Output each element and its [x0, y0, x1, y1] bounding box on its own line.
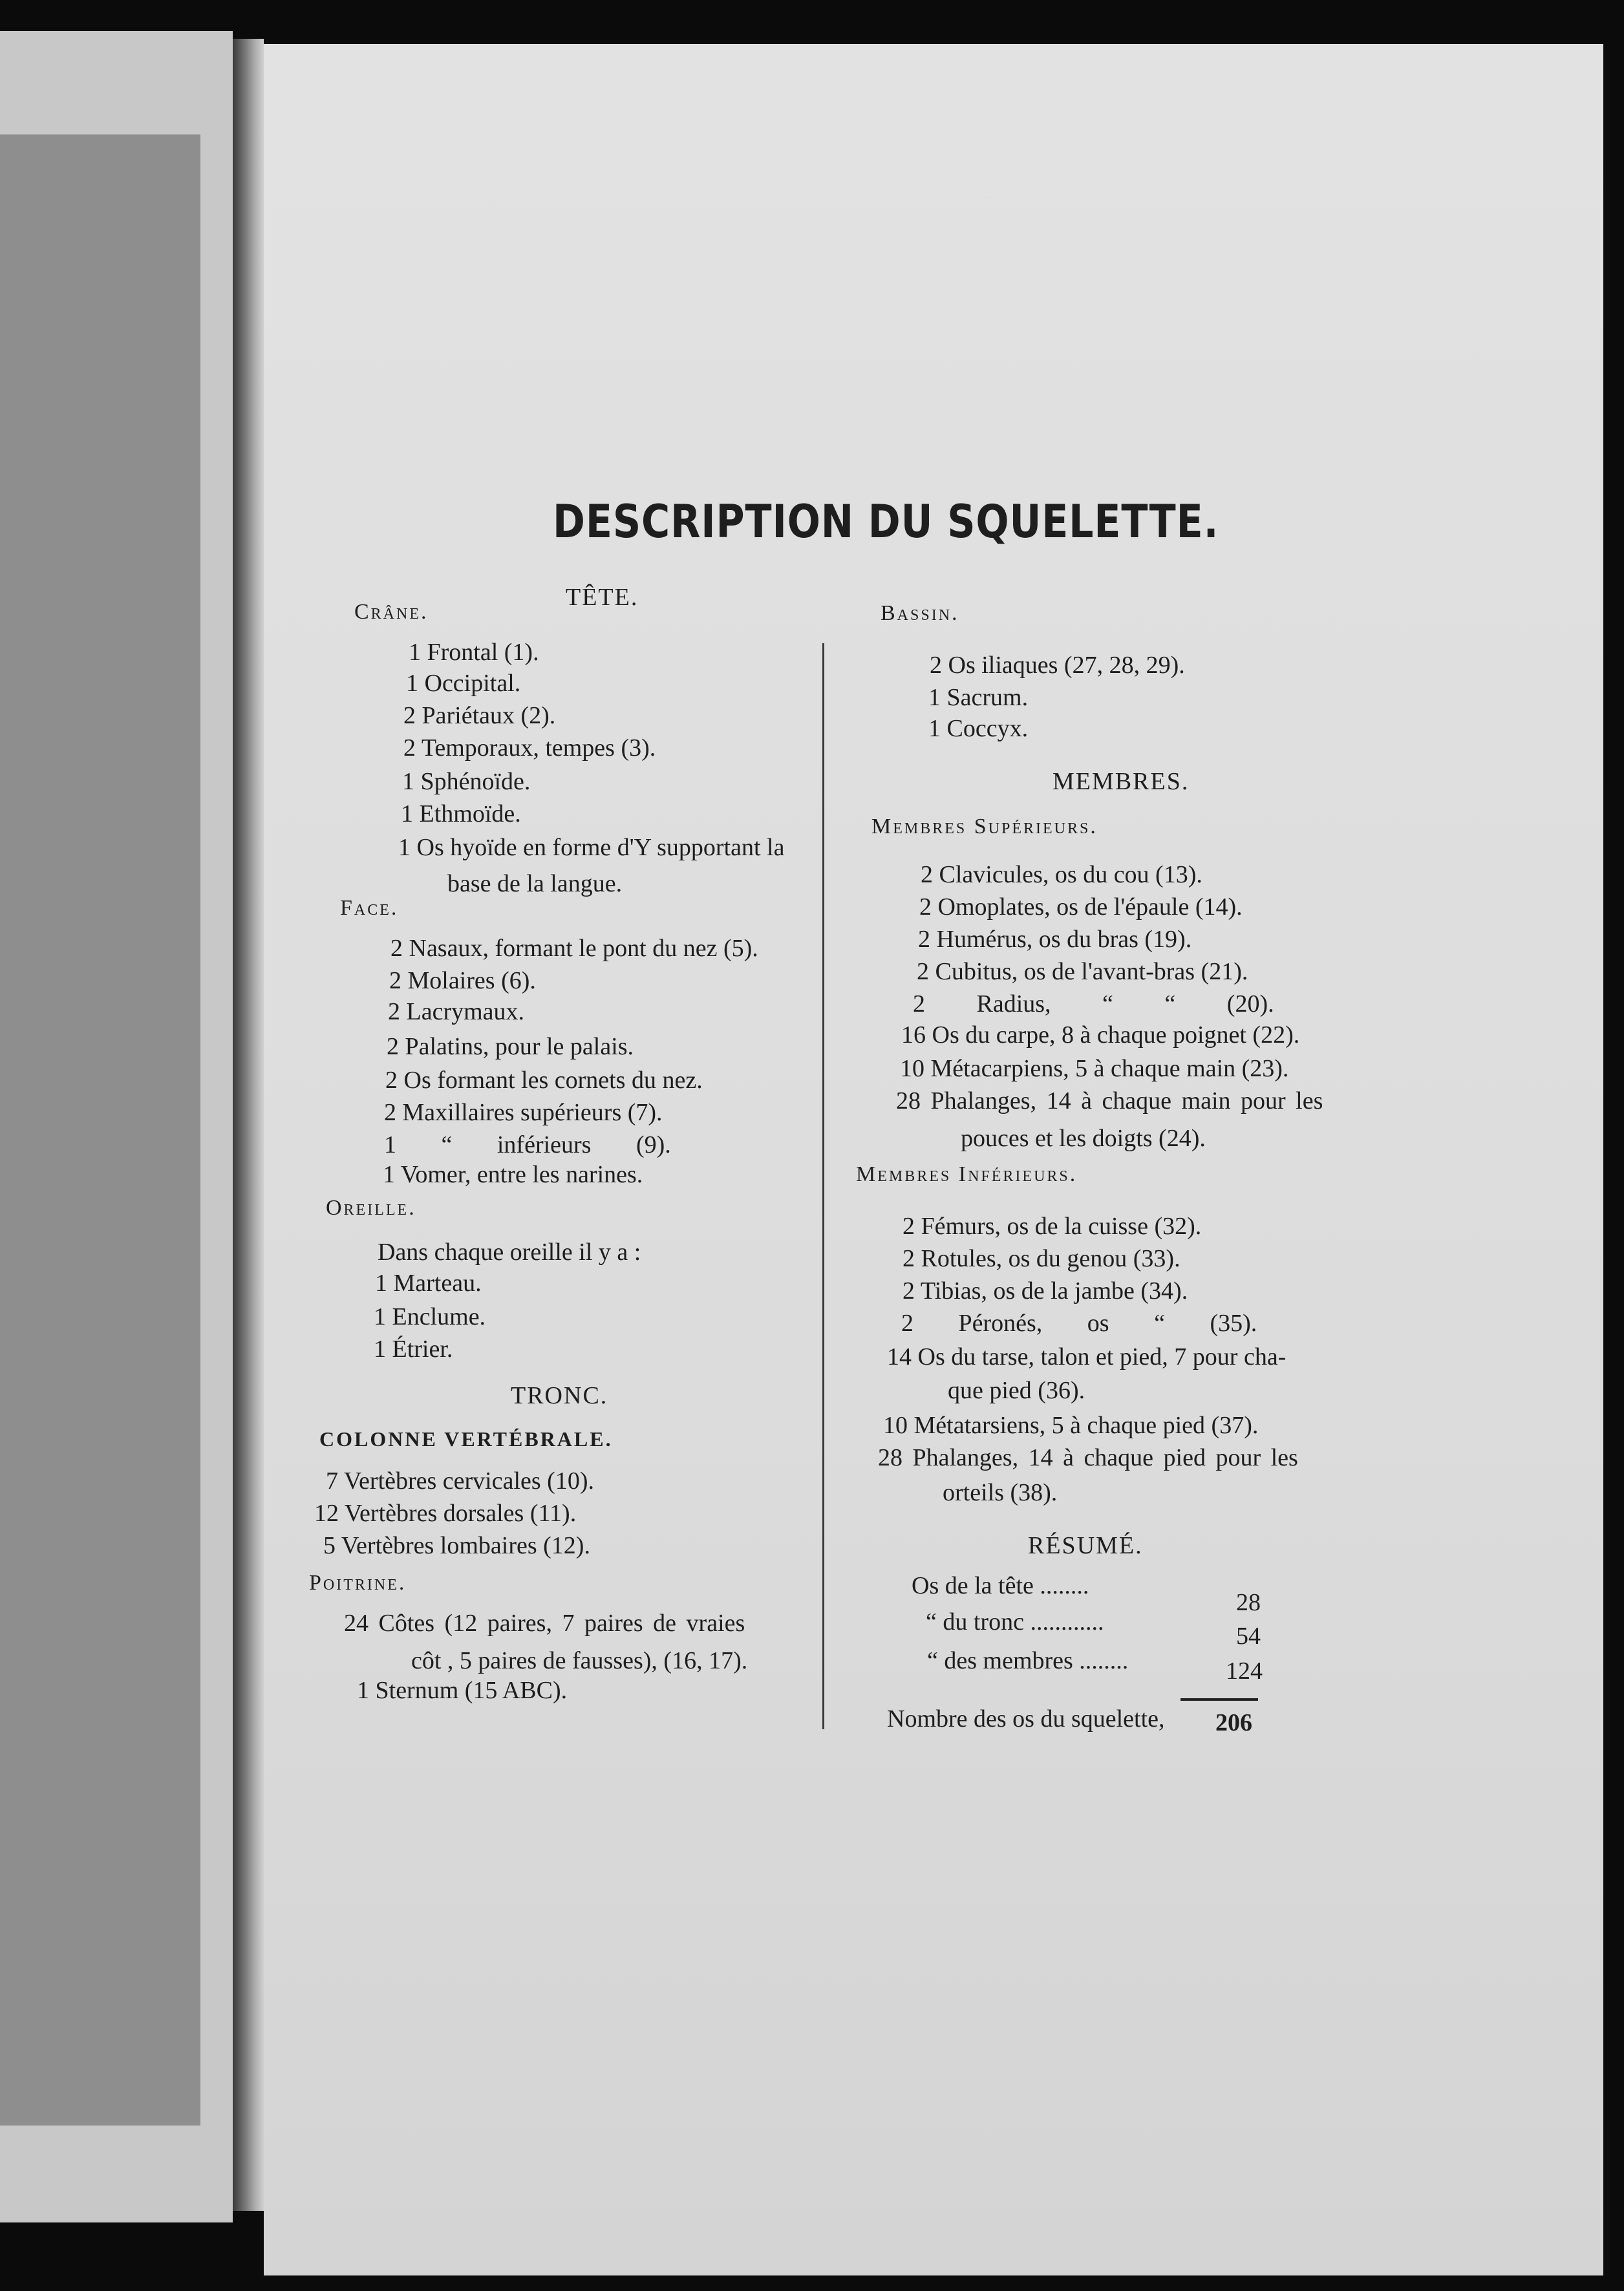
sup-item: 16 Os du carpe, 8 à chaque poignet (22). — [901, 1021, 1300, 1049]
resume-total-rule — [1181, 1698, 1258, 1701]
cotes-line-2: côt , 5 paires de fausses), (16, 17). — [411, 1647, 748, 1674]
colonne-item: 12 Vertèbres dorsales (11). — [314, 1500, 577, 1527]
tarse-line-1: 14 Os du tarse, talon et pied, 7 pour cha- — [887, 1343, 1287, 1370]
sup-item: 2 Clavicules, os du cou (13). — [921, 861, 1202, 888]
total-value: 206 — [1215, 1709, 1252, 1736]
column-divider — [822, 643, 824, 1729]
oreille-intro: Dans chaque oreille il y a : — [378, 1239, 641, 1266]
resume-row-value: 54 — [1236, 1623, 1261, 1650]
resume-row-label: “ des membres ........ — [927, 1647, 1129, 1674]
phalanges-inf-line-2: orteils (38). — [943, 1479, 1058, 1506]
face-label: Face. — [340, 896, 399, 920]
book-spine — [233, 39, 264, 2211]
oreille-item: 1 Enclume. — [374, 1303, 486, 1330]
membres-superieurs-label: Membres Supérieurs. — [871, 815, 1098, 838]
bassin-label: Bassin. — [881, 601, 959, 625]
sup-item: 10 Métacarpiens, 5 à chaque main (23). — [900, 1055, 1289, 1082]
resume-row-label: “ du tronc ............ — [926, 1608, 1104, 1636]
tarse-line-2: que pied (36). — [948, 1377, 1085, 1404]
face-item: 2 Maxillaires supérieurs (7). — [384, 1099, 663, 1126]
resume-row-value: 124 — [1226, 1657, 1263, 1685]
sup-item: 2 Humérus, os du bras (19). — [918, 926, 1192, 953]
face-item: 1 Vomer, entre les narines. — [383, 1161, 643, 1188]
right-page — [264, 44, 1603, 2275]
crane-item: 1 Ethmoïde. — [401, 800, 521, 827]
oreille-item: 1 Étrier. — [374, 1336, 453, 1363]
colonne-item: 7 Vertèbres cervicales (10). — [326, 1467, 594, 1495]
face-item: 1 “ inférieurs (9). — [384, 1131, 671, 1158]
tete-heading: TÊTE. — [566, 584, 639, 611]
face-item: 2 Palatins, pour le palais. — [387, 1033, 634, 1060]
crane-item: 2 Pariétaux (2). — [403, 702, 556, 729]
tronc-heading: TRONC. — [511, 1382, 608, 1409]
bassin-item: 2 Os iliaques (27, 28, 29). — [930, 652, 1185, 679]
face-item: 2 Nasaux, formant le pont du nez (5). — [390, 935, 758, 962]
phalanges-inf-line-1: 28 Phalanges, 14 à chaque pied pour les — [878, 1444, 1298, 1471]
sternum-line: 1 Sternum (15 ABC). — [357, 1677, 568, 1704]
sup-item: 2 Radius, “ “ (20). — [913, 990, 1274, 1018]
cotes-line-1: 24 Côtes (12 paires, 7 paires de vraies — [344, 1610, 745, 1637]
oreille-item: 1 Marteau. — [375, 1270, 482, 1297]
phalanges-sup-line-2: pouces et les doigts (24). — [961, 1125, 1206, 1152]
total-label: Nombre des os du squelette, — [887, 1705, 1165, 1732]
face-item: 2 Lacrymaux. — [388, 998, 525, 1025]
inf-item: 2 Tibias, os de la jambe (34). — [903, 1277, 1188, 1305]
crane-label: Crâne. — [354, 600, 429, 624]
oreille-label: Oreille. — [326, 1196, 416, 1220]
phalanges-sup-line-1: 28 Phalanges, 14 à chaque main pour les — [896, 1087, 1323, 1114]
inf-item: 2 Péronés, os “ (35). — [901, 1310, 1257, 1337]
colonne-label: COLONNE VERTÉBRALE. — [319, 1427, 613, 1451]
colonne-item: 5 Vertèbres lombaires (12). — [323, 1532, 590, 1559]
membres-inferieurs-label: Membres Inférieurs. — [856, 1162, 1078, 1186]
hyoide-line-2: base de la langue. — [447, 870, 623, 897]
poitrine-label: Poitrine. — [309, 1571, 407, 1595]
crane-item: 2 Temporaux, tempes (3). — [403, 734, 656, 762]
membres-heading: MEMBRES. — [1052, 768, 1190, 795]
inf-item: 2 Fémurs, os de la cuisse (32). — [903, 1213, 1202, 1240]
crane-item: 1 Frontal (1). — [409, 639, 539, 666]
hyoide-line-1: 1 Os hyoïde en forme d'Y supportant la — [398, 834, 785, 861]
resume-row-value: 28 — [1236, 1589, 1261, 1616]
face-item: 2 Molaires (6). — [389, 967, 536, 994]
face-item: 2 Os formant les cornets du nez. — [385, 1067, 703, 1094]
bassin-item: 1 Coccyx. — [928, 715, 1029, 742]
left-page-panel — [0, 134, 200, 2126]
resume-heading: RÉSUMÉ. — [1028, 1532, 1143, 1559]
bassin-item: 1 Sacrum. — [928, 684, 1029, 711]
page-title: DESCRIPTION DU SQUELETTE. — [553, 495, 1219, 548]
sup-item: 2 Cubitus, os de l'avant-bras (21). — [917, 958, 1248, 985]
metatarsiens-line: 10 Métatarsiens, 5 à chaque pied (37). — [883, 1412, 1259, 1439]
inf-item: 2 Rotules, os du genou (33). — [903, 1245, 1181, 1272]
crane-item: 1 Sphénoïde. — [402, 768, 531, 795]
left-page — [0, 31, 233, 2222]
sup-item: 2 Omoplates, os de l'épaule (14). — [919, 893, 1243, 921]
crane-item: 1 Occipital. — [406, 670, 521, 697]
resume-row-label: Os de la tête ........ — [912, 1572, 1089, 1599]
